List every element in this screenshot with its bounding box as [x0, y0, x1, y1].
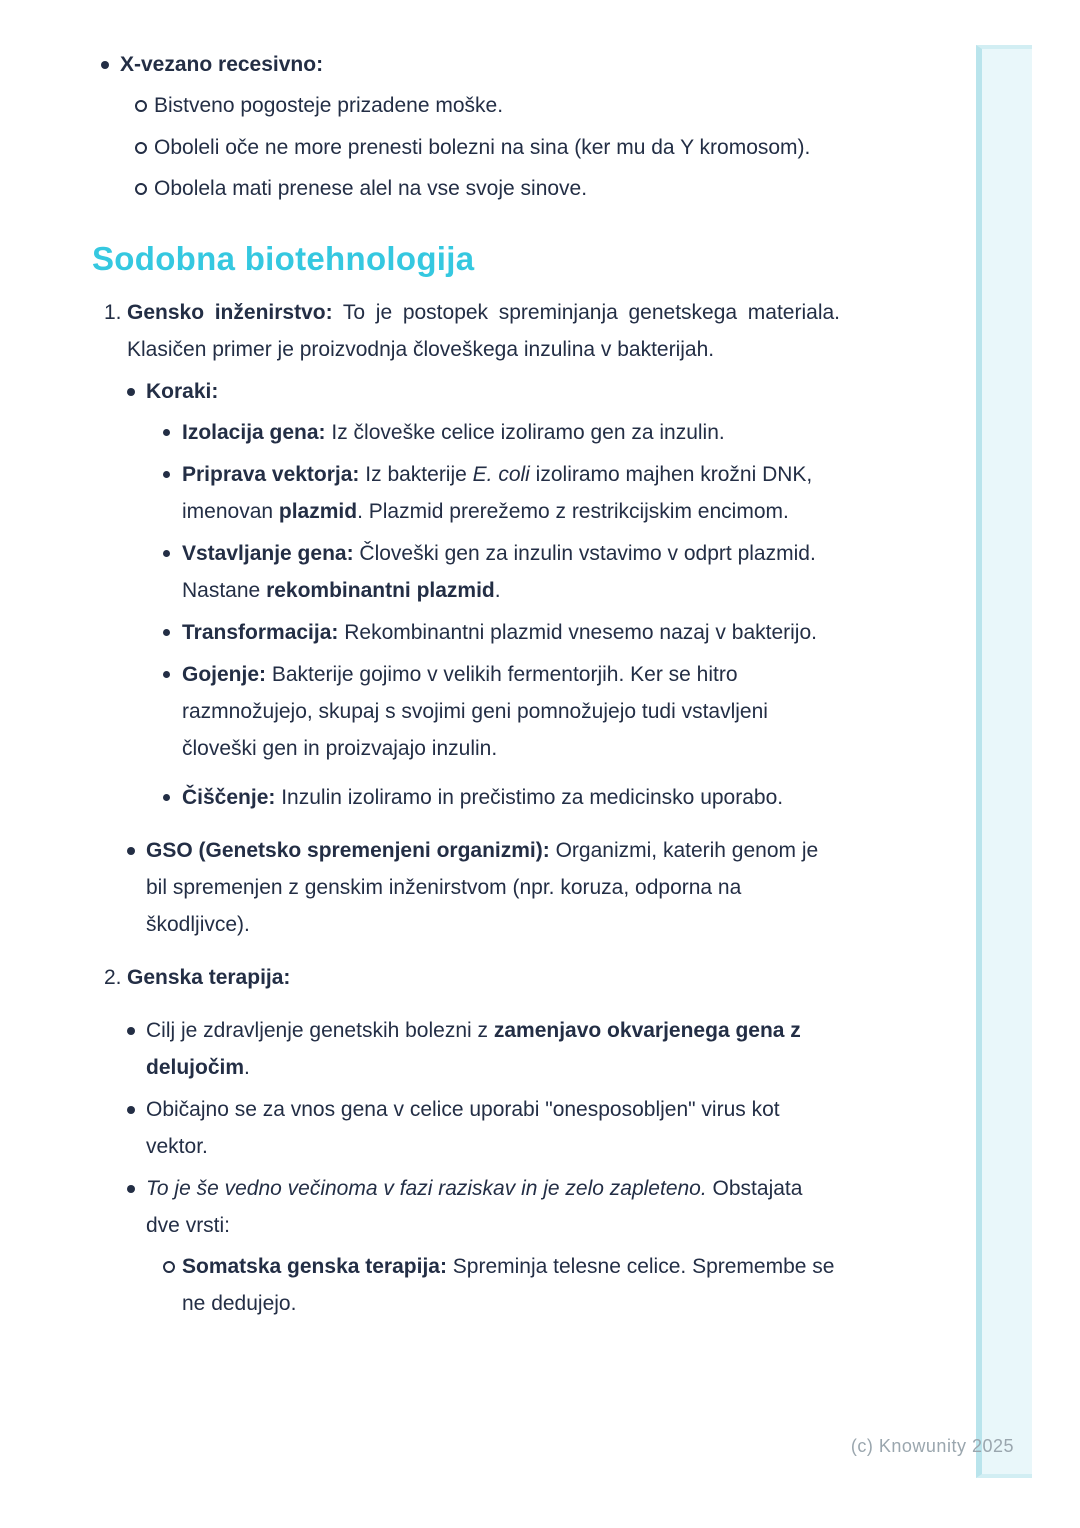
body-text: Bakterije gojimo v velikih fermentorjih. Ker se hitro razmnožujejo, skupaj s svojimi geni pomnožujejo tudi vstavljeni človeški gen in proizvajajo inzulin. — [182, 663, 768, 760]
list-number: 2. — [104, 966, 122, 989]
term-koraki: Koraki: — [146, 380, 219, 403]
bullet-item-gso — [92, 832, 840, 943]
term-genska-terapija: Genska terapija: — [127, 966, 291, 989]
term-x-linked: X-vezano recesivno: — [120, 53, 324, 76]
note-italic: To je še vedno večinoma v fazi raziskav in je zelo zapleteno. — [146, 1177, 707, 1200]
bullet-circle-icon — [163, 1261, 175, 1273]
numbered-item-genska-terapija — [92, 959, 840, 996]
bullet-text: Obolela mati prenese alel na vse svoje sinove. — [154, 177, 588, 200]
bullet-disc-icon — [163, 550, 170, 557]
body-text: . Plazmid prerežemo z restrikcijskim encimom. — [357, 500, 789, 523]
term-rekombinantni-plazmid: rekombinantni plazmid — [266, 579, 495, 602]
bullet-item-cilj — [92, 1012, 840, 1086]
body-text: Iz človeške celice izoliramo gen za inzulin. — [325, 421, 725, 444]
step-label: Čiščenje: — [182, 786, 276, 809]
term-gso: GSO (Genetsko spremenjeni organizmi): — [146, 839, 550, 862]
bullet-disc-icon — [163, 471, 170, 478]
body-text: . — [244, 1056, 250, 1079]
bullet-item-raziskave — [92, 1170, 840, 1244]
bullet-item-x-linked — [92, 46, 840, 83]
bullet-disc-icon — [127, 847, 135, 855]
list-number: 1. — [104, 301, 122, 324]
body-text: izoliramo majhen krožni DNK, imenovan — [182, 463, 813, 523]
step-label: Izolacija gena: — [182, 421, 326, 444]
step-vstavljanje-gena — [92, 535, 840, 609]
notes-content — [92, 42, 840, 1322]
term-zamenjava-gena: zamenjavo okvarjenega gena z delujočim — [146, 1019, 801, 1079]
bullet-text: Oboleli oče ne more prenesti bolezni na sina (ker mu da Y kromosom). — [154, 136, 811, 159]
bullet-circle-icon — [135, 142, 147, 154]
bullet-text: Običajno se za vnos gena v celice uporabi "onesposobljen" virus kot vektor. — [146, 1098, 780, 1158]
bullet-disc-icon — [163, 671, 170, 678]
bullet-item-koraki — [92, 373, 840, 410]
species-name: E. coli — [472, 463, 530, 486]
bullet-disc-icon — [163, 429, 170, 436]
step-priprava-vektorja — [92, 456, 840, 530]
bullet-item-oboleli-oce — [92, 129, 840, 166]
bullet-disc-icon — [127, 1027, 135, 1035]
bullet-item-obicajno — [92, 1091, 840, 1165]
bullet-item-somatska — [92, 1248, 840, 1322]
step-izolacija — [92, 414, 840, 451]
numbered-item-gensko-inzenirstvo — [92, 294, 840, 368]
step-label: Gojenje: — [182, 663, 267, 686]
bullet-circle-icon — [135, 183, 147, 195]
step-label: Vstavljanje gena: — [182, 542, 354, 565]
term-gensko-inzenirstvo: Gensko inženirstvo: — [127, 301, 333, 324]
body-text: Organizmi, katerih genom je bil spremenjen z genskim inženirstvom (npr. koruza, odporna na škodljivce). — [146, 839, 819, 936]
right-accent-stripe — [976, 45, 1032, 1478]
body-text: . — [494, 579, 501, 602]
body-text: Iz bakterije — [359, 463, 473, 486]
term-somatska-terapija: Somatska genska terapija: — [182, 1255, 447, 1278]
body-text: Rekombinantni plazmid vnesemo nazaj v bakterijo. — [338, 621, 817, 644]
bullet-disc-icon — [101, 61, 109, 69]
step-gojenje — [92, 656, 840, 767]
term-plazmid: plazmid — [278, 500, 358, 523]
step-ciscenje — [92, 779, 840, 816]
body-text: Cilj je zdravljenje genetskih bolezni z — [146, 1019, 494, 1042]
step-label: Transformacija: — [182, 621, 339, 644]
bullet-circle-icon — [135, 100, 147, 112]
bullet-disc-icon — [127, 1185, 135, 1193]
copyright-note: (c) Knowunity 2025 — [850, 1436, 1014, 1456]
section-heading: Sodobna biotehnologija — [92, 240, 475, 277]
bullet-disc-icon — [163, 629, 170, 636]
step-transformacija — [92, 614, 840, 651]
body-text: Človeški gen za inzulin vstavimo v odprt plazmid. Nastane — [182, 542, 816, 602]
body-text: Obstajata dve vrsti: — [146, 1177, 803, 1237]
step-label: Priprava vektorja: — [182, 463, 360, 486]
bullet-item-bistveno — [92, 87, 840, 124]
body-text: Spreminja telesne celice. Spremembe se ne dedujejo. — [182, 1255, 835, 1315]
bullet-disc-icon — [127, 388, 135, 396]
bullet-disc-icon — [163, 794, 170, 801]
bullet-disc-icon — [127, 1106, 135, 1114]
body-text: To je postopek spreminjanja genetskega materiala. Klasičen primer je proizvodnja človeškega inzulina v bakterijah. — [127, 301, 840, 361]
body-text: Inzulin izoliramo in prečistimo za medicinsko uporabo. — [275, 786, 784, 809]
bullet-item-obolela-mati — [92, 170, 840, 207]
bullet-text: Bistveno pogosteje prizadene moške. — [154, 94, 504, 117]
